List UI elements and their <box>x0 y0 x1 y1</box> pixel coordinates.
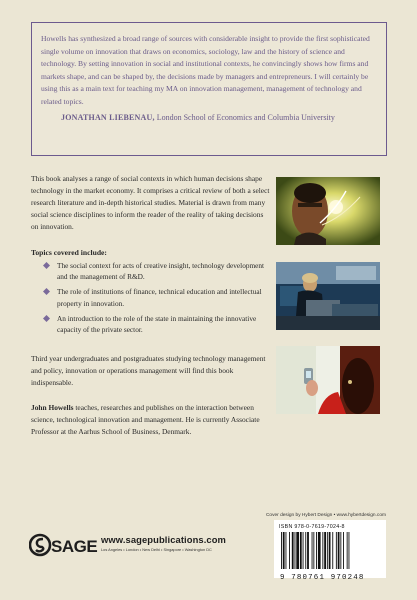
topic-text: An introduction to the role of the state in maintaining the innovative capacity of the private sector. <box>57 313 257 335</box>
topics-heading: Topics covered include: <box>31 248 107 257</box>
sage-logo-text: SAGE <box>51 537 98 556</box>
audience-paragraph: Third year undergraduates and postgraduates studying technology management and policy, innovation or operations management will find this book indispensable. <box>31 354 266 388</box>
barcode-digits: 9 780761 970248 <box>280 574 365 582</box>
topics-list <box>31 260 271 335</box>
intro-paragraph: This book analyses a range of social contexts in which human decisions shape technology in the market economy. It comprises a critical review of both a select research literature and in-depth historical studies. Material is drawn from many social science disciplines to inform the reader of the reality of taking decisions on innovation. <box>31 174 270 231</box>
barcode-panel <box>274 520 386 582</box>
publisher <box>29 531 239 559</box>
sage-logo-icon <box>29 533 99 557</box>
author-bio <box>31 402 271 438</box>
photo-woman-computer <box>276 262 380 330</box>
reviewer-name: JONATHAN LIEBENAU, <box>61 112 155 122</box>
review-box <box>31 22 387 156</box>
author-name: John Howells <box>31 403 74 413</box>
list-item <box>43 260 268 282</box>
author-bio-text: teaches, researches and publishes on the interaction between science, technological innovation and management. He is currently Associate Professor at the Aarhus School of Business, Denmark. <box>31 403 260 437</box>
review-attribution <box>41 112 377 124</box>
list-item <box>43 286 268 308</box>
publisher-url[interactable]: www.sagepublications.com <box>101 534 226 545</box>
diamond-bullet-icon <box>43 288 50 295</box>
cover-design-credit: Cover design by Hybert Design • www.hybertdesign.com <box>265 513 386 518</box>
photo-man-light <box>276 177 380 245</box>
diamond-bullet-icon <box>43 315 50 322</box>
topic-text: The role of institutions of finance, technical education and intellectual property in innovation. <box>57 287 262 308</box>
reviewer-affiliation: London School of Economics and Columbia University <box>154 112 335 122</box>
review-quote: Howells has synthesized a broad range of sources with considerable insight to provide the first sophisticated single volume on innovation that draws on economics, sociology, law and the history of science and technology. By setting innovation in social and institutional contexts, he convincingly shows how firms and markets shape, and can be shaped by, the decisions made by managers and entrepreneurs. I will certainly be using this as a main text for teaching my MA on innovation management, management of technology and related topics. <box>41 34 370 106</box>
photo-person-phone <box>276 346 380 414</box>
publisher-cities: Los Angeles • London • New Delhi • Singapore • Washington DC <box>101 547 212 552</box>
barcode-icon <box>279 532 381 569</box>
isbn-text: ISBN 978-0-7619-7024-8 <box>279 524 345 530</box>
description <box>31 173 271 438</box>
list-item <box>43 313 268 335</box>
diamond-bullet-icon <box>43 262 50 269</box>
topic-text: The social context for acts of creative insight, technology development and the management of R&D. <box>57 261 265 282</box>
